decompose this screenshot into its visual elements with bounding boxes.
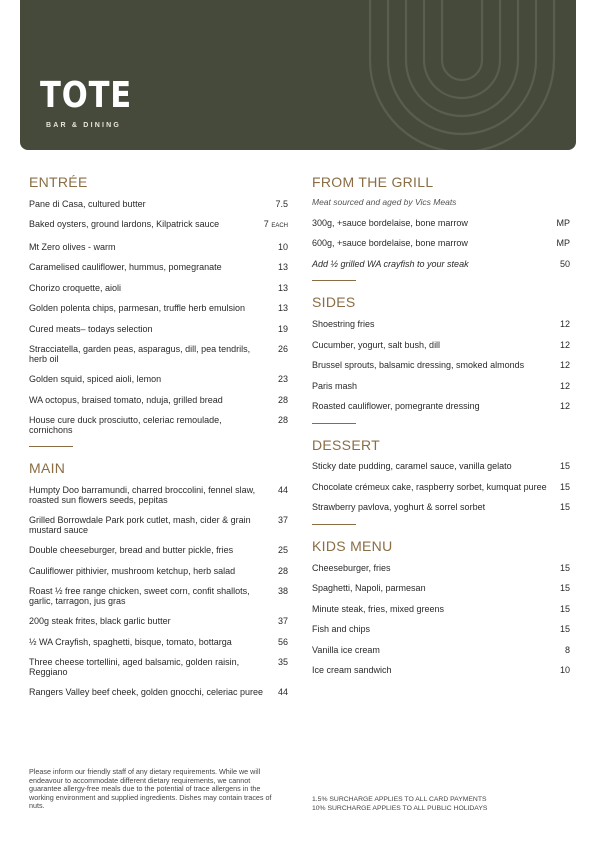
price-value: 15 xyxy=(559,562,570,573)
item-price xyxy=(560,503,570,513)
item-price xyxy=(560,564,570,574)
menu-item xyxy=(29,243,288,253)
item-name: Cured meats– todays selection xyxy=(29,323,153,334)
item-price xyxy=(278,567,288,577)
sides-list xyxy=(312,320,570,412)
menu-item xyxy=(29,284,288,294)
item-price xyxy=(560,402,570,412)
item-name: Chorizo croquette, aioli xyxy=(29,282,122,293)
item-price xyxy=(278,638,288,648)
right-column xyxy=(312,174,570,687)
item-name: Grilled Borrowdale Park pork cutlet, mash, cider & grain mustard sauce xyxy=(29,515,251,535)
surcharge-notice xyxy=(312,796,562,813)
item-name: Spaghetti, Napoli, parmesan xyxy=(312,583,426,594)
section-title-entree: ENTRÉE xyxy=(29,174,88,190)
item-name: Cucumber, yogurt, salt bush, dill xyxy=(312,339,441,350)
section-divider xyxy=(29,446,73,447)
item-name: Double cheeseburger, bread and butter pickle, fries xyxy=(29,545,234,556)
item-price xyxy=(560,584,570,594)
price-value: 19 xyxy=(277,323,288,334)
section-divider xyxy=(312,423,356,424)
item-name: Minute steak, fries, mixed greens xyxy=(312,603,445,614)
menu-item xyxy=(29,200,288,210)
menu-item xyxy=(29,567,288,577)
price-value: 28 xyxy=(277,415,288,426)
item-price: 50 xyxy=(559,258,570,269)
menu-item xyxy=(312,666,570,676)
item-name: ½ WA Crayfish, spaghetti, bisque, tomato, bottarga xyxy=(29,636,232,647)
item-price xyxy=(557,239,571,249)
item-price xyxy=(278,546,288,556)
item-name: Roasted cauliflower, pomegrante dressing xyxy=(312,401,480,412)
menu-item xyxy=(312,320,570,330)
menu-item xyxy=(312,462,570,472)
item-name: Shoestring fries xyxy=(312,319,375,330)
item-price xyxy=(278,243,288,253)
menu-item xyxy=(312,605,570,615)
item-price xyxy=(560,361,570,371)
item-name: 600g, +sauce bordelaise, bone marrow xyxy=(312,238,468,249)
item-price xyxy=(560,341,570,351)
grill-addon xyxy=(312,260,570,270)
price-value: 15 xyxy=(559,624,570,635)
decorative-u-arcs xyxy=(350,0,576,150)
item-price xyxy=(560,382,570,392)
item-name: Vanilla ice cream xyxy=(312,644,380,655)
menu-item xyxy=(29,688,288,698)
price-value: 10 xyxy=(277,241,288,252)
item-name: Golden polenta chips, parmesan, truffle herb emulsion xyxy=(29,303,245,314)
item-name: Brussel sprouts, balsamic dressing, smoked almonds xyxy=(312,360,525,371)
item-price xyxy=(278,416,288,426)
menu-item xyxy=(312,625,570,635)
price-value: 7 xyxy=(263,219,269,230)
item-name: 300g, +sauce bordelaise, bone marrow xyxy=(312,217,468,228)
item-price xyxy=(557,219,571,229)
item-price xyxy=(560,625,570,635)
menu-item xyxy=(29,304,288,314)
price-value: 44 xyxy=(277,687,288,698)
price-value: 13 xyxy=(277,262,288,273)
item-price xyxy=(275,200,288,210)
price-value: 12 xyxy=(559,339,570,350)
price-value: 12 xyxy=(559,319,570,330)
item-price xyxy=(560,605,570,615)
item-price xyxy=(264,220,288,232)
price-value: 15 xyxy=(559,502,570,513)
price-value: 13 xyxy=(277,282,288,293)
item-name: Chocolate crémeux cake, raspberry sorbet, kumquat puree xyxy=(312,481,547,492)
left-column xyxy=(29,174,288,709)
price-value: 28 xyxy=(277,565,288,576)
item-price xyxy=(278,688,288,698)
item-name: Three cheese tortellini, aged balsamic, golden raisin, Reggiano xyxy=(29,657,240,677)
price-value: 13 xyxy=(277,303,288,314)
menu-item xyxy=(312,483,570,493)
menu-item xyxy=(312,239,570,249)
menu-item xyxy=(29,416,288,435)
brand-tagline: BAR & DINING xyxy=(46,122,122,129)
item-name: Strawberry pavlova, yoghurt & sorrel sorbet xyxy=(312,502,486,513)
menu-item xyxy=(29,325,288,335)
grill-list xyxy=(312,219,570,249)
item-name: Paris mash xyxy=(312,380,358,391)
menu-item xyxy=(29,546,288,556)
menu-item xyxy=(29,658,288,677)
item-price xyxy=(278,658,288,668)
item-price xyxy=(278,516,288,526)
menu-item xyxy=(29,486,288,505)
item-price xyxy=(278,375,288,385)
menu-item xyxy=(29,220,288,232)
menu-item xyxy=(29,617,288,627)
menu-item xyxy=(29,375,288,385)
entree-list xyxy=(29,200,288,436)
item-price xyxy=(278,263,288,273)
price-unit: EACH xyxy=(271,223,288,230)
price-value: MP xyxy=(556,217,570,228)
price-value: 7.5 xyxy=(275,198,288,209)
menu-item xyxy=(29,638,288,648)
item-price xyxy=(560,462,570,472)
item-price xyxy=(560,483,570,493)
item-name: 200g steak frites, black garlic butter xyxy=(29,616,171,627)
price-value: 12 xyxy=(559,380,570,391)
item-price xyxy=(278,396,288,406)
item-name: WA octopus, braised tomato, nduja, grilled bread xyxy=(29,394,223,405)
item-price xyxy=(278,325,288,335)
allergy-notice: Please inform our friendly staff of any dietary requirements. While we will endeavour to accommodate different dietary requirements, we cannot guarantee allergy-free meals due to the potential of trace allergens in the working environment and supplied ingredients. Dishes may contain traces of nuts. xyxy=(29,767,272,811)
surcharge-card: 1.5% SURCHARGE APPLIES TO ALL CARD PAYMENTS xyxy=(312,796,487,803)
price-value: 44 xyxy=(277,485,288,496)
menu-item xyxy=(312,219,570,229)
item-name: Stracciatella, garden peas, asparagus, dill, pea tendrils, herb oil xyxy=(29,344,251,364)
menu-item xyxy=(29,516,288,535)
item-name: Roast ½ free range chicken, sweet corn, confit shallots, garlic, tarragon, jus gras xyxy=(29,586,250,606)
menu-item xyxy=(312,382,570,392)
menu-header xyxy=(20,0,576,150)
price-value: 37 xyxy=(277,515,288,526)
item-price xyxy=(560,320,570,330)
section-title-dessert: DESSERT xyxy=(312,436,380,453)
surcharge-holiday: 10% SURCHARGE APPLIES TO ALL PUBLIC HOLIDAYS xyxy=(312,804,488,812)
menu-item xyxy=(312,564,570,574)
price-value: 38 xyxy=(277,586,288,597)
price-value: 37 xyxy=(277,616,288,627)
price-value: 10 xyxy=(559,665,570,676)
price-value: 25 xyxy=(277,545,288,556)
price-value: MP xyxy=(556,238,570,249)
item-name: Ice cream sandwich xyxy=(312,665,392,676)
item-price xyxy=(560,666,570,676)
menu-item xyxy=(312,341,570,351)
item-name: Caramelised cauliflower, hummus, pomegranate xyxy=(29,262,222,273)
item-name: Cauliflower pithivier, mushroom ketchup, herb salad xyxy=(29,565,236,576)
menu-item xyxy=(312,584,570,594)
item-name: Baked oysters, ground lardons, Kilpatrick sauce xyxy=(29,219,220,230)
price-value: 15 xyxy=(559,583,570,594)
section-title-sides: SIDES xyxy=(312,294,356,311)
price-value: 15 xyxy=(559,603,570,614)
menu-item xyxy=(312,503,570,513)
section-title-main: MAIN xyxy=(29,460,66,477)
item-price xyxy=(278,284,288,294)
menu-item xyxy=(312,361,570,371)
item-name: Cheeseburger, fries xyxy=(312,562,391,573)
section-divider xyxy=(312,524,356,525)
main-list xyxy=(29,486,288,698)
item-name: Rangers Valley beef cheek, golden gnocchi, celeriac puree xyxy=(29,687,263,698)
item-price xyxy=(278,345,288,355)
kids-list xyxy=(312,564,570,676)
price-value: 23 xyxy=(277,374,288,385)
item-name: Sticky date pudding, caramel sauce, vanilla gelato xyxy=(312,461,512,472)
item-price xyxy=(565,646,570,656)
item-price xyxy=(278,486,288,496)
price-value: 8 xyxy=(564,644,570,655)
menu-item xyxy=(29,587,288,606)
item-name: Golden squid, spiced aioli, lemon xyxy=(29,374,162,385)
item-price xyxy=(278,617,288,627)
price-value: 12 xyxy=(559,360,570,371)
item-name: Fish and chips xyxy=(312,624,371,635)
item-name: Add ½ grilled WA crayfish to your steak xyxy=(312,258,469,269)
brand-logo: TOTE xyxy=(40,75,133,116)
item-name: Humpty Doo barramundi, charred broccolini, fennel slaw, roasted sun flowers seeds, pepitas xyxy=(29,485,256,505)
price-value: 56 xyxy=(277,636,288,647)
item-name: Pane di Casa, cultured butter xyxy=(29,198,146,209)
price-value: 28 xyxy=(277,394,288,405)
price-value: 15 xyxy=(559,461,570,472)
menu-item xyxy=(29,263,288,273)
item-name: Mt Zero olives - warm xyxy=(29,241,116,252)
price-value: 35 xyxy=(277,657,288,668)
grill-note: Meat sourced and aged by Vics Meats xyxy=(312,196,457,207)
menu-item xyxy=(29,345,288,364)
menu-item xyxy=(312,402,570,412)
section-divider xyxy=(312,280,356,281)
section-title-grill: FROM THE GRILL xyxy=(312,174,434,190)
price-value: 15 xyxy=(559,481,570,492)
section-title-kids: KIDS MENU xyxy=(312,537,393,554)
dessert-list xyxy=(312,462,570,513)
price-value: 26 xyxy=(277,344,288,355)
menu-item xyxy=(312,646,570,656)
menu-item xyxy=(29,396,288,406)
item-price xyxy=(278,304,288,314)
item-name: House cure duck prosciutto, celeriac remoulade, cornichons xyxy=(29,415,222,435)
price-value: 12 xyxy=(559,401,570,412)
item-price xyxy=(278,587,288,597)
